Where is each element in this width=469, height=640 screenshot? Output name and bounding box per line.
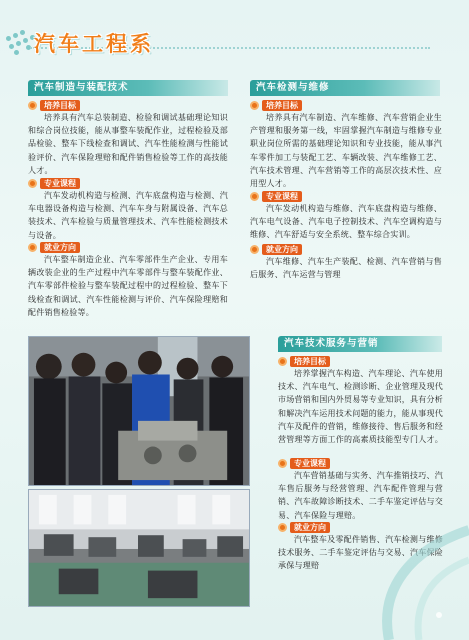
paragraph-goal: 培养具有汽车总装制造、检验和调试基础理论知识和综合岗位技能，能从事整车装配作业，过程检验及部品检验、整车下线检查和调试、汽车性能检测与性能试验评价、汽车保险理赔和配件销售检验等工作的高技能人才。 (28, 113, 228, 175)
bullet-icon (278, 357, 287, 366)
subheading-label: 就业方向 (290, 522, 330, 533)
subheading-label: 专业课程 (262, 191, 302, 202)
decorative-swirl (319, 520, 469, 640)
subheading-courses (250, 190, 302, 202)
section-header-service-marketing: 汽车技术服务与营销 (278, 336, 442, 352)
paragraph-courses: 汽车营销基础与实务、汽车推销技巧、汽车售后服务与经营管理、汽车配件管理与营销、汽车故障诊断技术、二手车鉴定评估与交易、汽车保险与理赔。 (278, 471, 443, 520)
subheading-courses (28, 177, 80, 189)
page-title: 汽车工程系 (34, 31, 154, 56)
section-header-inspection-repair: 汽车检测与维修 (250, 80, 440, 96)
subheading-label: 培养目标 (40, 100, 80, 111)
subheading-label: 培养目标 (262, 100, 302, 111)
students-engine-training-photo (28, 336, 250, 486)
subheading-courses (278, 457, 330, 469)
workshop-assembly-line-photo (28, 489, 250, 607)
subheading-label: 专业课程 (290, 458, 330, 469)
subheading-goal (250, 99, 302, 111)
subheading-label: 就业方向 (262, 244, 302, 255)
bullet-icon (250, 192, 259, 201)
paragraph-employment: 汽车整车制造企业、汽车零部件生产企业、专用车辆改装企业的生产过程中汽车零部件与整车装配作业、汽车零部件检验与整车装配过程中的过程检验、整车下线检查和调试、汽车性能检测与评价、汽车保险理赔和配件销售检验等。 (28, 255, 228, 317)
subheading-goal (28, 99, 80, 111)
bullet-icon (278, 523, 287, 532)
bullet-icon (250, 101, 259, 110)
bullet-icon (28, 179, 37, 188)
decorative-dots (6, 30, 36, 56)
section-header-manufacturing: 汽车制造与装配技术 (28, 80, 228, 96)
paragraph-goal: 培养掌握汽车构造、汽车理论、汽车使用技术、汽车电气、检测诊断、企业管理及现代市场营销和国内外贸易等专业知识，具有分析和解决汽车运用技术问题的能力，能从事现代汽车及配件的营销，维修接待、售后服务和经营管理等方面工作的高素质技能型专门人才。 (278, 369, 443, 445)
bullet-icon (28, 101, 37, 110)
subheading-label: 就业方向 (40, 242, 80, 253)
paragraph-employment: 汽车维修、汽车生产装配、检测、汽车营销与售后服务、汽车运营与管理 (250, 257, 442, 280)
paragraph-courses: 汽车发动机构造与维修、汽车底盘构造与维修、汽车电气设备、汽车电子控制技术、汽车空调构造与维修、汽车舒适与安全系统、整车综合实训。 (250, 204, 442, 240)
bullet-icon (28, 243, 37, 252)
bullet-icon (250, 245, 259, 254)
subheading-employment (28, 241, 80, 253)
bullet-icon (278, 459, 287, 468)
subheading-label: 专业课程 (40, 178, 80, 189)
subheading-goal (278, 355, 330, 367)
subheading-label: 培养目标 (290, 356, 330, 367)
paragraph-courses: 汽车发动机构造与检测、汽车底盘构造与检测、汽车电器设备构造与检测、汽车车身与附属设备、汽车总装技术、汽车检验与质量管理技术、汽车性能检测技术与设备。 (28, 191, 228, 240)
paragraph-goal: 培养具有汽车制造、汽车维修、汽车营销企业生产管理和服务第一线，牢固掌握汽车制造与维修专业职业岗位所需的基础理论知识和专业技能，能从事汽车零件加工与装配工艺、车辆改装、汽车维修工艺、汽车技术管理、汽车营销等工作的高层次技术性、应用型人才。 (250, 113, 442, 189)
subheading-employment (250, 243, 302, 255)
paragraph-employment: 汽车整车及零配件销售、汽车检测与维修技术服务、二手车鉴定评估与交易、汽车保险承保与理赔 (278, 535, 443, 571)
